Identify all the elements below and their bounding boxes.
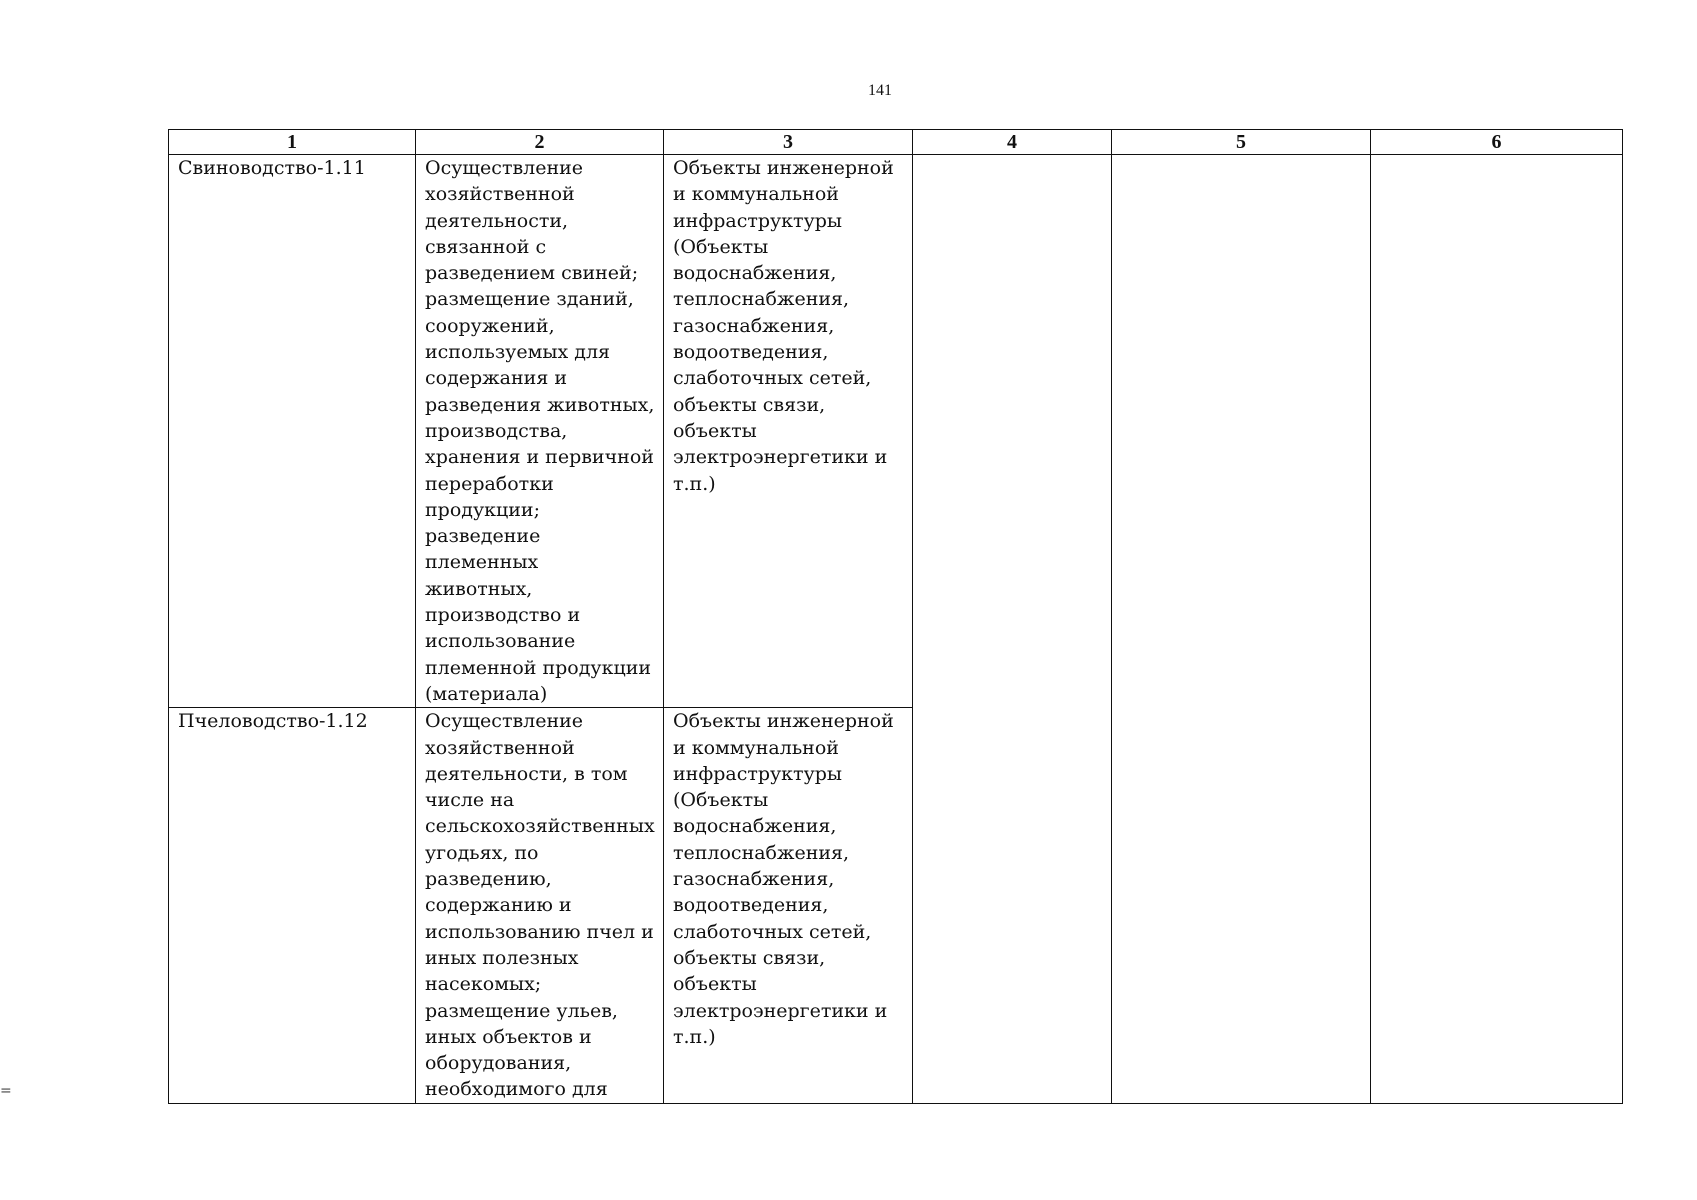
page-number: 141 [868,82,892,99]
column-header-4: 4 [913,130,1112,155]
column-header-1: 1 [169,130,416,155]
land-use-name-cell: Пчеловодство-1.12 [169,708,416,1103]
column-header-3: 3 [664,130,913,155]
column-6-empty-cell [1371,155,1623,1104]
column-4-empty-cell [913,155,1112,1104]
table-row [169,155,1623,708]
land-use-table [168,129,1623,1104]
column-header-6: 6 [1371,130,1623,155]
column-header-2: 2 [416,130,664,155]
column-header-5: 5 [1112,130,1371,155]
auxiliary-use-cell: Объекты инженерной и коммунальной инфраструктуры (Объекты водоснабжения, теплоснабжения, газоснабжения, водоотведения, слаботочных сетей, объекты связи, объекты электроэнергетики и т.п.) [664,708,913,1103]
auxiliary-use-cell: Объекты инженерной и коммунальной инфраструктуры (Объекты водоснабжения, теплоснабжения, газоснабжения, водоотведения, слаботочных сетей, объекты связи, объекты электроэнергетики и т.п.) [664,155,913,708]
land-use-name-cell: Свиноводство-1.11 [169,155,416,708]
table-header-row [169,130,1623,155]
column-5-empty-cell [1112,155,1371,1104]
land-use-description-cell: Осуществление хозяйственной деятельности, связанной с разведением свиней; размещение зданий, сооружений, используемых для содержания и разведения животных, производства, хранения и первичной переработки продукции; разведение племенных животных, производство и использование племенной продукции (материала) [416,155,664,708]
land-use-description-cell: Осуществление хозяйственной деятельности, в том числе на сельскохозяйственных угодьях, по разведению, содержанию и использованию пчел и иных полезных насекомых; размещение ульев, иных объектов и оборудования, необходимого для [416,708,664,1103]
edge-mark: = [0,1083,12,1099]
